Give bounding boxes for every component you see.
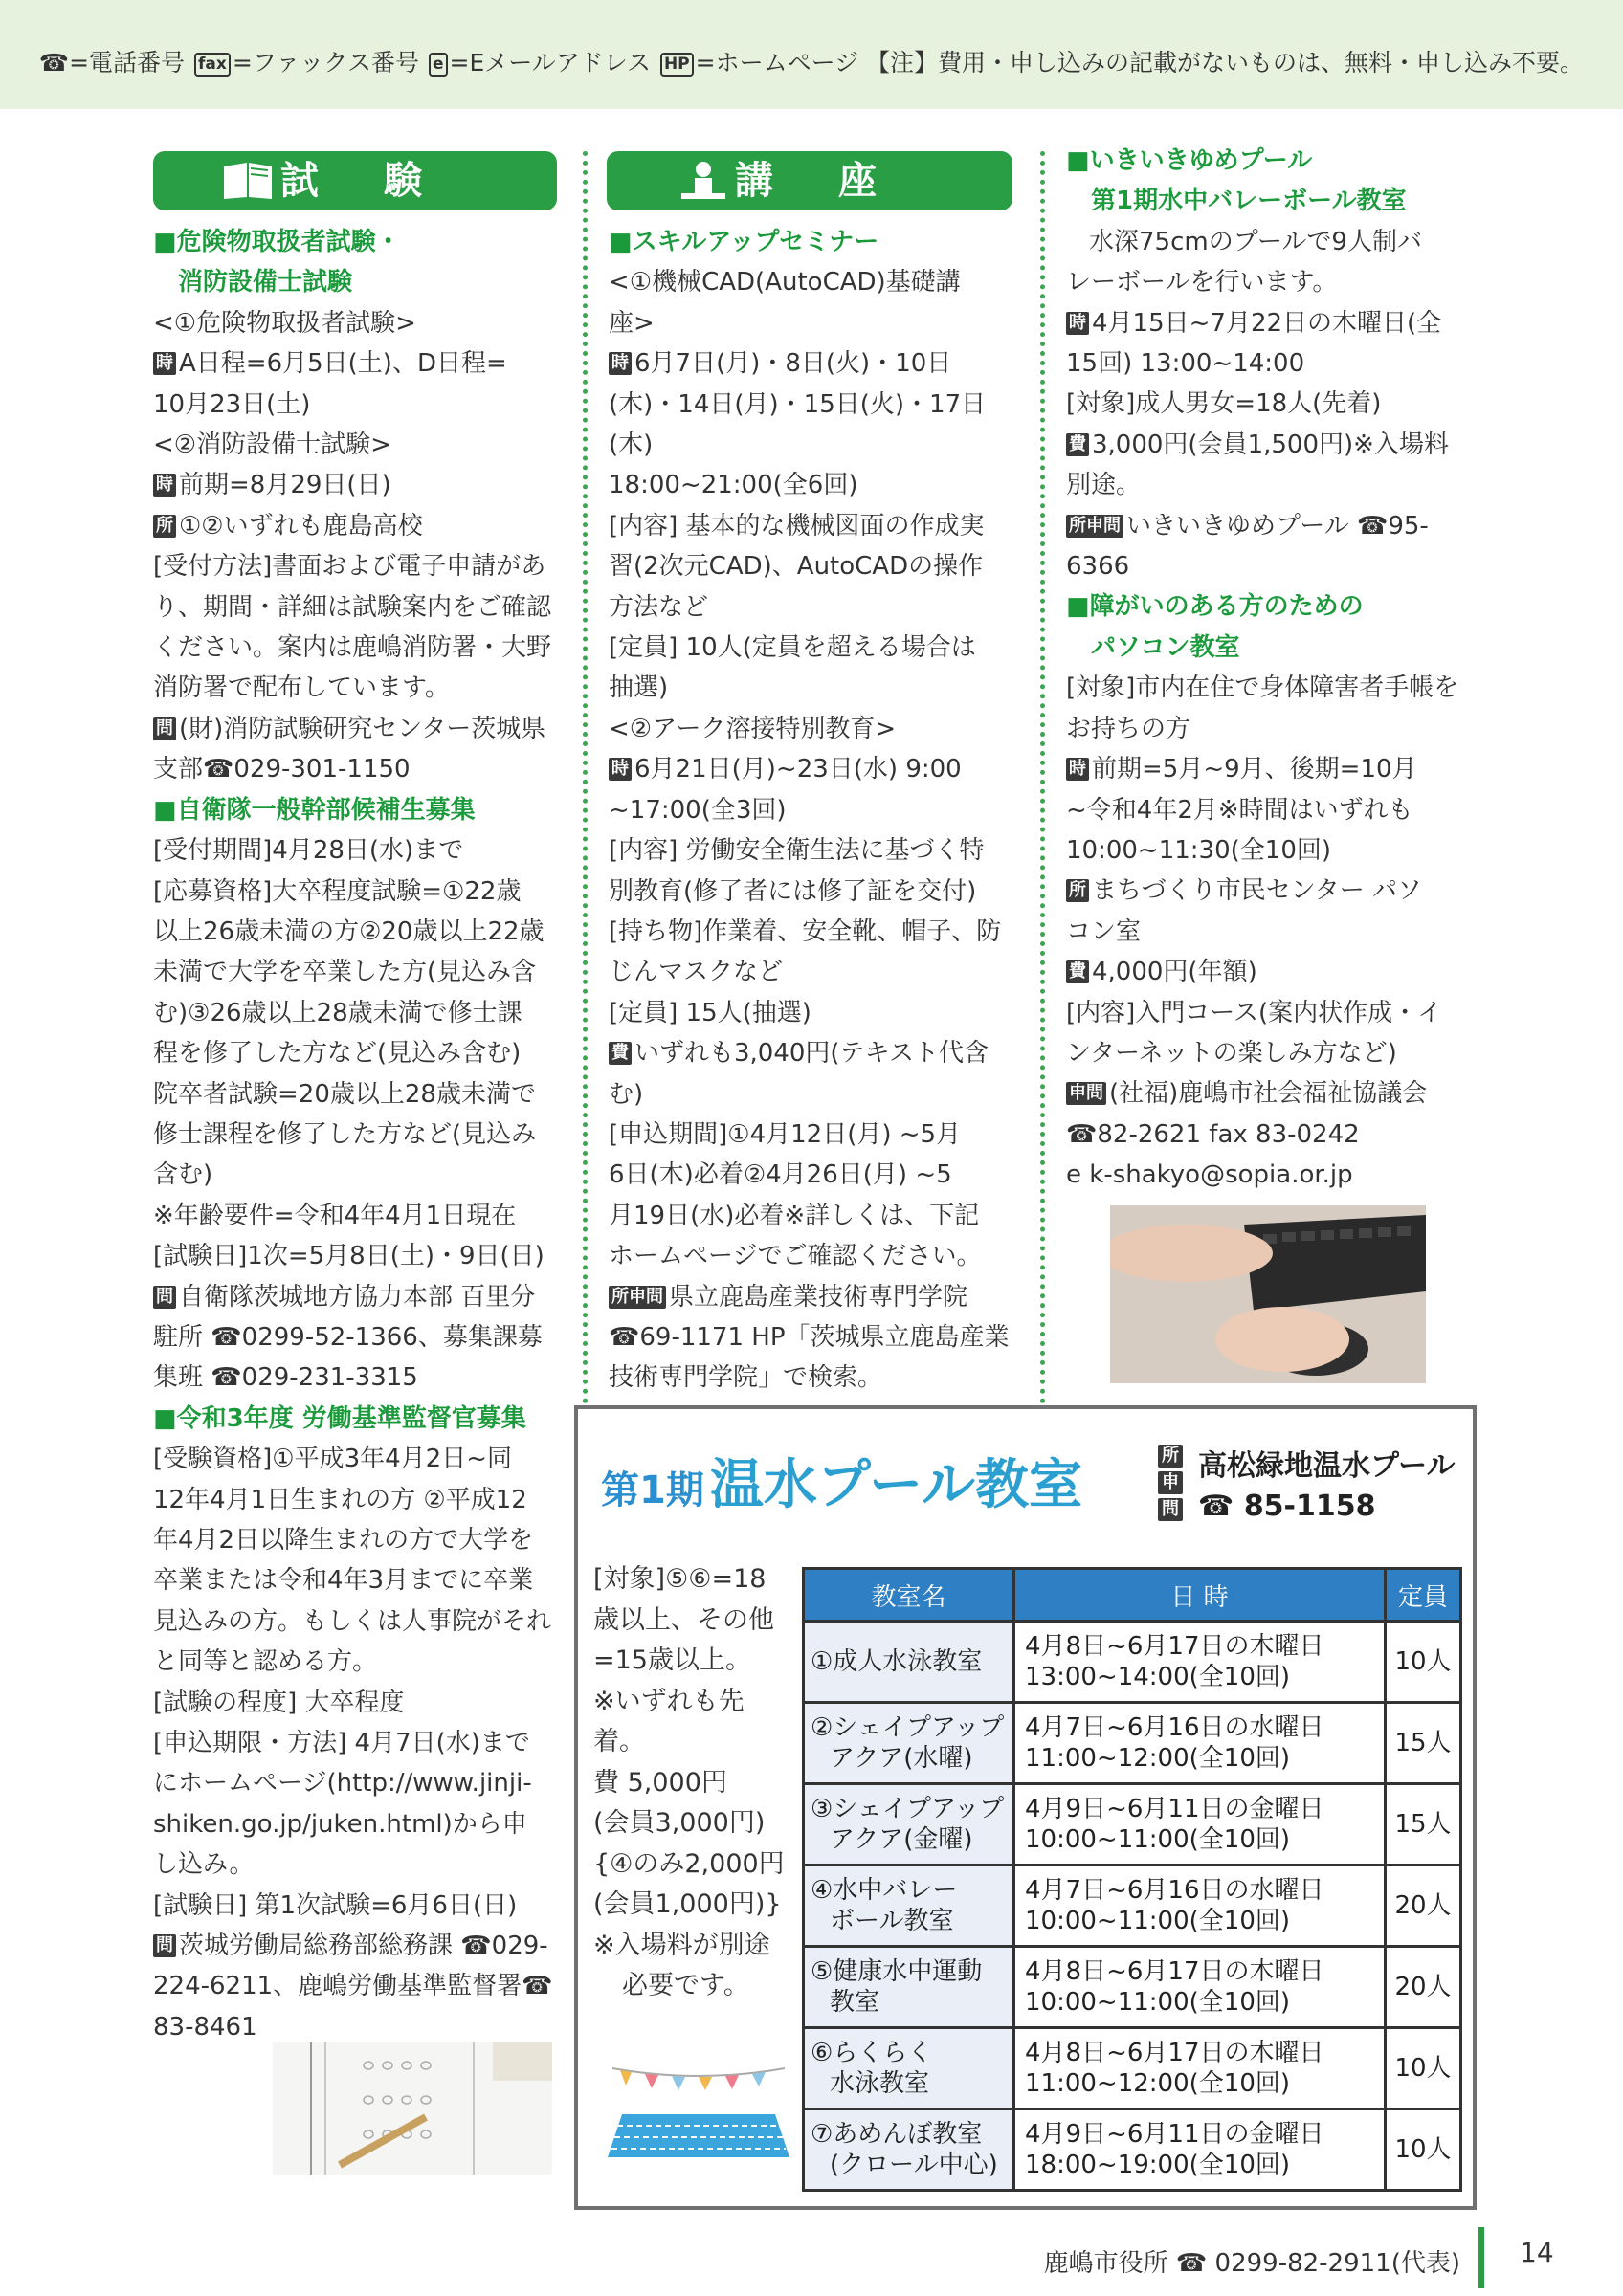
text-line: 茨城労働局総務部総務課 ☎029- [179, 1932, 548, 1961]
text-line: [持ち物]作業着、安全靴、帽子、防 [609, 916, 1002, 946]
class-dates: 4月7日~6月16日の水曜日 [1025, 1713, 1324, 1742]
class-name: ④水中バレー [811, 1876, 958, 1905]
page-number: 14 [1520, 2237, 1554, 2268]
datetime-cell [1014, 2109, 1386, 2191]
col-class-name: 教室名 [804, 1569, 1014, 1622]
class-name: ①成人水泳教室 [811, 1647, 983, 1676]
class-name-cell [804, 1947, 1014, 2028]
text-line: 卒業または令和4年3月までに卒業 [153, 1566, 534, 1596]
pool-contact [1198, 1446, 1456, 1527]
class-name-cell [804, 1703, 1014, 1784]
time-tag: 時 [153, 352, 176, 375]
class-name-2: 教室 [830, 1988, 880, 2017]
text-line: [申込期間]①4月12日(月) ~5月 [609, 1119, 962, 1149]
class-name: ⑤健康水中運動 [811, 1957, 983, 1986]
text-line: (社福)鹿嶋市社会福祉協議会 [1109, 1079, 1428, 1109]
legend-tel-label: =電話番号 [69, 49, 186, 77]
keyboard-photo [1110, 1205, 1426, 1383]
class-times: 10:00~11:00(全10回) [1025, 1907, 1291, 1935]
text-line: 院卒者試験=20歳以上28歳未満で [153, 1079, 536, 1109]
text-line: ※年齢要件=令和4年4月1日現在 [153, 1201, 517, 1230]
class-dates: 4月8日~6月17日の木曜日 [1025, 1632, 1324, 1661]
text-line: と同等と認める方。 [153, 1647, 378, 1677]
text-line: 別途。 [1066, 471, 1142, 500]
text-line: ください。案内は鹿嶋消防署・大野 [153, 633, 552, 663]
course-banner-title: 講座 [735, 159, 942, 203]
text-line: 別教育(修了者には修了証を交付) [609, 876, 977, 906]
class-times: 10:00~11:00(全10回) [1025, 1988, 1291, 2017]
text-line: コン室 [1066, 916, 1142, 946]
text-line: 6月7日(月)・8日(火)・10日 [634, 349, 952, 379]
class-dates: 4月8日~6月17日の木曜日 [1025, 2039, 1324, 2067]
heading-labor-inspector: ■令和3年度 労働基準監督官募集 [153, 1403, 526, 1433]
text-line: 18:00~21:00(全6回) [609, 471, 858, 500]
text-line: {④のみ2,000円 [593, 1848, 785, 1879]
text-line: にホームページ(http://www.jinji- [153, 1769, 532, 1799]
text-line: 方法など [609, 592, 709, 622]
column-divider-2 [1040, 151, 1045, 1404]
class-dates: 4月9日~6月11日の金曜日 [1025, 2120, 1324, 2149]
text-line: <①機械CAD(AutoCAD)基礎講 [609, 268, 961, 298]
capacity-cell: 10人 [1386, 1622, 1461, 1703]
capacity-cell: 15人 [1386, 1784, 1461, 1866]
fax-icon: fax [194, 53, 231, 77]
heading-volleyball: 第1期水中バレーボール教室 [1091, 187, 1407, 216]
legend-mail-label: =Eメールアドレス [449, 49, 651, 77]
text-line: ☎82-2621 fax 83-0242 [1066, 1119, 1360, 1149]
text-line: <①危険物取扱者試験> [153, 308, 416, 338]
table-row [804, 1703, 1461, 1784]
place-apply-inquiry-tag: 所申問 [1066, 515, 1123, 538]
apply-tag: 申 [1158, 1471, 1183, 1494]
text-line: ンターネットの楽しみ方など) [1066, 1038, 1397, 1068]
class-name: ⑦あめんぼ教室 [811, 2120, 983, 2149]
text-line: 前期=5月~9月、後期=10月 [1092, 755, 1417, 784]
heading-hazmat-2: 消防設備士試験 [178, 268, 353, 298]
table-row [804, 1784, 1461, 1866]
text-line: いきいきゆめプール ☎95- [1126, 511, 1429, 541]
class-times: 11:00~12:00(全10回) [1025, 1744, 1291, 1773]
course-banner [607, 151, 1012, 210]
legend-hp-label: =ホームページ [695, 49, 859, 77]
text-line: <②アーク溶接特別教育> [609, 714, 897, 743]
datetime-cell [1014, 1703, 1386, 1784]
inquiry-tag: 問 [153, 1286, 176, 1309]
legend-note: 【注】費用・申し込みの記載がないものは、無料・申し込み不要。 [866, 49, 1585, 77]
text-line: 10月23日(土) [153, 389, 311, 419]
text-line: 6366 [1066, 552, 1130, 582]
class-dates: 4月7日~6月16日の水曜日 [1025, 1876, 1324, 1905]
capacity-cell: 20人 [1386, 1947, 1461, 2028]
col-datetime: 日 時 [1014, 1569, 1386, 1622]
text-line: お持ちの方 [1066, 714, 1191, 743]
inquiry-tag: 問 [153, 1934, 176, 1957]
pool-title [601, 1443, 1082, 1519]
pool-illustration [603, 2057, 794, 2162]
text-line: 6月21日(月)~23日(水) 9:00 [634, 755, 962, 784]
heading-pc-class: パソコン教室 [1091, 632, 1240, 662]
mail-icon: e [429, 53, 448, 77]
apply-inquiry-tag: 申問 [1066, 1082, 1106, 1105]
pool-tel: ☎ 85-1158 [1198, 1490, 1376, 1523]
table-row [804, 2109, 1461, 2191]
text-line: shiken.go.jp/juken.html)から申 [153, 1809, 527, 1839]
table-row [804, 2028, 1461, 2109]
text-line: む)③26歳以上28歳未満で修士課 [153, 998, 522, 1027]
text-line: ①②いずれも鹿島高校 [179, 511, 423, 541]
fee-tag: 費 [609, 1042, 632, 1065]
datetime-cell [1014, 1784, 1386, 1866]
page-bar [1478, 2227, 1484, 2288]
time-tag: 時 [1066, 758, 1089, 781]
legend-fax-label: =ファックス番号 [232, 49, 420, 77]
book-icon [222, 161, 274, 201]
text-line: 支部☎029-301-1150 [153, 755, 411, 784]
text-line: 224-6211、鹿嶋労働基準監督署☎ [153, 1972, 553, 2001]
text-line: 3,000円(会員1,500円)※入場料 [1092, 430, 1449, 459]
table-header-row [804, 1569, 1461, 1622]
class-dates: 4月8日~6月17日の木曜日 [1025, 1957, 1324, 1986]
text-line: 座> [609, 308, 655, 338]
text-line: 83-8461 [153, 2012, 257, 2042]
time-tag: 時 [153, 474, 176, 497]
heading-sdf: ■自衛隊一般幹部候補生募集 [153, 795, 476, 825]
column-pool-pc [1066, 141, 1479, 1196]
exam-banner-title: 試験 [280, 159, 487, 203]
text-line: =15歳以上。 [593, 1645, 751, 1675]
pool-place: 高松緑地温水プール [1198, 1449, 1456, 1483]
exam-banner [153, 151, 557, 210]
class-name-2: ボール教室 [830, 1907, 954, 1935]
text-line: (会員1,000円)} [593, 1889, 782, 1919]
text-line: (財)消防試験研究センター茨城県 [179, 714, 546, 743]
pool-title-text: 温水プール教室 [709, 1454, 1083, 1516]
text-line: A日程=6月5日(土)、D日程= [179, 349, 507, 379]
heading-yume-pool: ■いきいきゆめプール [1066, 146, 1313, 175]
text-line: 4月15日~7月22日の木曜日(全 [1092, 308, 1442, 338]
place-tag: 所 [153, 515, 176, 538]
time-tag: 時 [609, 352, 632, 375]
class-name-cell [804, 1784, 1014, 1866]
class-name: ②シェイプアップ [811, 1713, 1005, 1742]
text-line: 12年4月1日生まれの方 ②平成12 [153, 1485, 527, 1514]
fee-tag: 費 [1066, 433, 1089, 456]
person-icon [678, 161, 729, 201]
pool-tags [1158, 1445, 1186, 1521]
class-name: ③シェイプアップ [811, 1795, 1005, 1823]
text-line: 15回) 13:00~14:00 [1066, 349, 1305, 379]
text-line: 程を修了した方など(見込み含む) [153, 1039, 522, 1069]
text-line: 10:00~11:30(全10回) [1066, 835, 1332, 865]
place-tag: 所 [1158, 1445, 1183, 1468]
text-line: ☎69-1171 HP「茨城県立鹿島産業 [609, 1322, 1010, 1352]
text-line: 見込みの方。もしくは人事院がそれ [153, 1606, 552, 1636]
table-row [804, 1866, 1461, 1947]
text-line: し込み。 [153, 1850, 255, 1880]
class-times: 18:00~19:00(全10回) [1025, 2151, 1291, 2179]
text-line: (会員3,000円) [593, 1808, 766, 1838]
answer-sheet-photo [273, 2042, 552, 2175]
text-line: 歳以上、その他 [593, 1604, 774, 1635]
column-courses [609, 222, 1011, 1399]
text-line: 集班 ☎029-231-3315 [153, 1363, 418, 1393]
column-exams [153, 222, 567, 2047]
class-times: 11:00~12:00(全10回) [1025, 2069, 1291, 2098]
text-line: ※いずれも先着。 [593, 1686, 745, 1756]
class-times: 13:00~14:00(全10回) [1025, 1663, 1291, 1691]
text-line: [対象]市内在住で身体障害者手帳を [1066, 673, 1459, 703]
datetime-cell [1014, 1866, 1386, 1947]
class-name-2: (クロール中心) [830, 2151, 998, 2179]
text-line: 技術専門学院」で検索。 [609, 1363, 883, 1393]
class-name-cell [804, 1622, 1014, 1703]
text-line: 習(2次元CAD)、AutoCADの操作 [609, 552, 984, 582]
text-line: [定員] 15人(抽選) [609, 998, 812, 1027]
text-line: [内容] 基本的な機械図面の作成実 [609, 511, 985, 541]
capacity-cell: 15人 [1386, 1703, 1461, 1784]
text-line: ホームページでご確認ください。 [609, 1242, 982, 1271]
text-line: [対象]⑤⑥=18 [593, 1564, 767, 1594]
text-line: ※入場料が別途 [593, 1930, 770, 1960]
table-row [804, 1622, 1461, 1703]
text-line: <②消防設備士試験> [153, 430, 391, 460]
text-line: [受験資格]①平成3年4月2日~同 [153, 1445, 513, 1474]
heading-hazmat: ■危険物取扱者試験・ [153, 228, 401, 256]
text-line: 未満で大学を卒業した方(見込み含 [153, 958, 537, 987]
text-line: [定員] 10人(定員を超える場合は [609, 633, 976, 663]
place-apply-inquiry-tag: 所申問 [609, 1286, 666, 1309]
text-line: 水深75cmのプールで9人制バ [1089, 227, 1422, 256]
text-line: [応募資格]大卒程度試験=①22歳 [153, 876, 522, 906]
text-line: [試験の程度] 大卒程度 [153, 1688, 405, 1717]
footer-office: 鹿嶋市役所 ☎ 0299-82-2911(代表) [1043, 2249, 1460, 2278]
capacity-cell: 10人 [1386, 2028, 1461, 2109]
text-line: 前期=8月29日(日) [179, 471, 391, 500]
inquiry-tag: 問 [153, 718, 176, 740]
text-line: [申込期限・方法] 4月7日(水)まで [153, 1729, 530, 1758]
class-times: 10:00~11:00(全10回) [1025, 1825, 1291, 1854]
class-name: ⑥らくらく [811, 2039, 933, 2067]
text-line: [内容] 労働安全衛生法に基づく特 [609, 836, 985, 866]
text-line: いずれも3,040円(テキスト代含む) [609, 1039, 989, 1109]
text-line: 4,000円(年額) [1092, 958, 1257, 987]
column-divider-1 [583, 151, 588, 1404]
class-dates: 4月9日~6月11日の金曜日 [1025, 1795, 1324, 1823]
text-line: レーボールを行います。 [1066, 268, 1338, 298]
text-line: 自衛隊茨城地方協力本部 百里分 [179, 1282, 536, 1312]
text-line: じんマスクなど [609, 958, 784, 987]
datetime-cell [1014, 1622, 1386, 1703]
text-line: まちづくり市民センター パソ [1092, 876, 1422, 906]
col-capacity: 定員 [1386, 1569, 1461, 1622]
capacity-cell: 10人 [1386, 2109, 1461, 2191]
pool-term: 第1期 [601, 1468, 704, 1512]
phone-icon: ☎ [38, 49, 70, 77]
class-name-cell [804, 2109, 1014, 2191]
text-line: e k-shakyo@sopia.or.jp [1066, 1160, 1353, 1190]
text-line: [試験日] 第1次試験=6月6日(日) [153, 1890, 518, 1920]
text-line: 費 5,000円 [593, 1767, 727, 1798]
place-tag: 所 [1066, 879, 1089, 902]
text-line: り、期間・詳細は試験案内をご確認 [153, 592, 552, 622]
text-line: 以上26歳未満の方②20歳以上22歳 [153, 916, 545, 946]
text-line: 必要です。 [622, 1971, 749, 2000]
text-line: [受付期間]4月28日(水)まで [153, 836, 464, 866]
text-line: 駐所 ☎0299-52-1366、募集課募 [153, 1322, 543, 1352]
class-name-2: アクア(水曜) [830, 1744, 973, 1773]
text-line: 月19日(水)必着※詳しくは、下記 [609, 1201, 980, 1230]
inquiry-tag: 問 [1158, 1498, 1183, 1521]
text-line: ~17:00(全3回) [609, 795, 787, 825]
class-name-cell [804, 1866, 1014, 1947]
capacity-cell: 20人 [1386, 1866, 1461, 1947]
text-line: 消防署で配布しています。 [153, 673, 450, 703]
text-line: 県立鹿島産業技術専門学院 [669, 1282, 968, 1312]
table-row [804, 1947, 1461, 2028]
heading-disability: ■障がいのある方のための [1066, 592, 1364, 622]
text-line: 抽選) [609, 673, 669, 703]
homepage-icon: HP [660, 53, 694, 77]
text-line: 修士課程を修了した方など(見込み [153, 1119, 537, 1149]
text-line: 6日(木)必着②4月26日(月) ~5 [609, 1160, 952, 1190]
heading-skillup: ■スキルアップセミナー [609, 228, 879, 256]
text-line: [対象]成人男女=18人(先着) [1066, 389, 1382, 419]
text-line: ~令和4年2月※時間はいずれも [1066, 795, 1413, 825]
text-line: [試験日]1次=5月8日(土)・9日(日) [153, 1242, 545, 1271]
text-line: 含む) [153, 1160, 213, 1190]
class-name-cell [804, 2028, 1014, 2109]
legend-text [0, 44, 1623, 78]
pool-conditions [593, 1559, 794, 2007]
text-line: (木)・14日(月)・15日(火)・17日(木) [609, 389, 987, 460]
text-line: [内容]入門コース(案内状作成・イ [1066, 998, 1443, 1027]
time-tag: 時 [609, 758, 632, 781]
class-name-2: 水泳教室 [830, 2069, 930, 2098]
time-tag: 時 [1066, 312, 1089, 335]
fee-tag: 費 [1066, 960, 1089, 983]
class-name-2: アクア(金曜) [830, 1825, 973, 1854]
datetime-cell [1014, 2028, 1386, 2109]
datetime-cell [1014, 1947, 1386, 2028]
text-line: 年4月2日以降生まれの方で大学を [153, 1526, 534, 1555]
text-line: [受付方法]書面および電子申請があ [153, 552, 546, 582]
pool-schedule-table [802, 1567, 1462, 2192]
